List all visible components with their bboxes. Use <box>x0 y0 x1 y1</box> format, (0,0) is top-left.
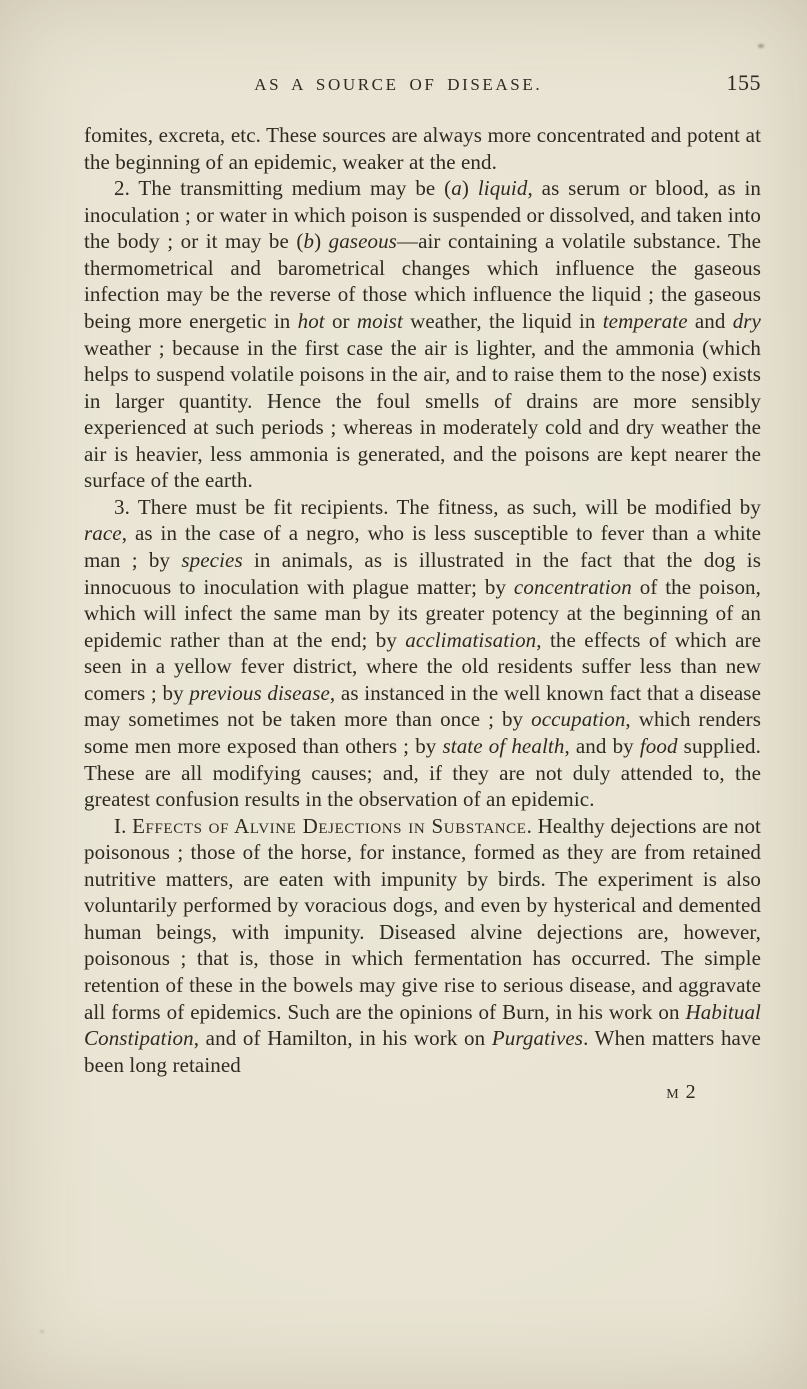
text-run: I. <box>114 813 133 838</box>
text-run: of the poison, which will infect the same man by its greater potency at the beginning of an epidemic rather than at the end; by <box>84 574 762 652</box>
ink-speck <box>40 1330 44 1333</box>
text-run: 3. There must be fit recipients. The fitness, as such, will be modified by <box>114 494 761 519</box>
italic-text-run: food <box>639 733 678 758</box>
text-run: , as in the case of a negro, who is less susceptible to fever than a white man ; by <box>84 521 761 572</box>
text-run: , as instanced in the well known fact that a disease may sometimes not be taken more than once ; by <box>84 680 761 732</box>
italic-text-run: liquid <box>477 176 528 201</box>
italic-text-run: dry <box>732 308 761 333</box>
text-run: or <box>324 308 357 333</box>
text-run: . When matters have been long retained <box>84 1026 761 1077</box>
ink-speck <box>758 44 764 48</box>
text-run: in animals, as is illustrated in the fact that the dog is innocuous to inoculation with plague matter; by <box>84 548 762 599</box>
italic-text-run: race <box>84 521 122 546</box>
text-run: , as serum or blood, as in inoculation ; or water in which poison is suspended or dissolved, and taken into the body ; or it may be ( <box>84 176 761 254</box>
italic-text-run: Purgatives <box>491 1026 584 1051</box>
paragraph-fit-recipients <box>84 494 761 813</box>
italic-text-run: previous disease <box>189 680 330 705</box>
italic-text-run: gaseous <box>328 229 397 254</box>
italic-text-run: Habitual Constipation <box>84 999 761 1051</box>
italic-text-run: species <box>181 548 243 572</box>
text-run: , and of Hamilton, in his work on <box>193 1026 492 1051</box>
text-run: and <box>687 308 733 333</box>
text-run: weather ; because in the first case the air is lighter, and the ammonia (which helps to suspend volatile poisons in the air, and to raise them to the nose) exists in larger quantity. Hence the foul smells of drains are more sensibly experienced at such periods ; whereas in moderately cold and dry weather the air is heavier, less ammonia is generated, and the poisons are kept nearer the surface of the earth. <box>84 335 761 493</box>
italic-text-run: occupation <box>531 707 626 732</box>
text-run: —air containing a volatile substance. The thermometrical and barometrical changes which influence the gaseous infection may be the reverse of those which influence the liquid ; the gaseous being more energetic in <box>84 229 761 333</box>
italic-text-run: concentration <box>513 574 632 599</box>
text-run: . Healthy dejections are not poisonous ; those of the horse, for instance, formed as they are from retained nutritive matters, are eaten with impunity by birds. The experiment is also voluntarily performed by voracious dogs, and even by hysterical and demented human beings, with impunity. Diseased alvine dejections are, however, poisonous ; that is, those in which fermentation has occurred. The simple retention of these in the bowels may give rise to serious disease, and aggravate all forms of epidemics. Such are the opinions of Burn, in his work on <box>84 813 761 1024</box>
signature-row <box>84 1081 761 1104</box>
smallcaps-text-run: Effects of Alvine Dejections in Substance <box>132 813 527 838</box>
italic-text-run: a <box>451 176 462 201</box>
text-run: 2. The transmitting medium may be ( <box>114 176 452 201</box>
running-header-title: AS A SOURCE OF DISEASE. <box>254 75 543 94</box>
text-run: ) <box>461 176 478 201</box>
italic-text-run: acclimatisation <box>405 627 537 652</box>
signature-mark: m 2 <box>666 1081 697 1104</box>
text-run: , the effects of which are seen in a yellow fever district, where the old residents suffer less than new comers ; by <box>84 627 761 705</box>
page-body <box>84 122 761 1078</box>
paragraph-alvine-dejections <box>84 813 761 1079</box>
paragraph-continuation <box>84 122 761 175</box>
italic-text-run: hot <box>297 308 325 333</box>
text-run: fomites, excreta, etc. These sources are always more concentrated and potent at the beginning of an epidemic, weaker at the end. <box>84 123 761 174</box>
paragraph-transmitting-medium <box>84 175 761 494</box>
italic-text-run: temperate <box>602 308 688 333</box>
text-run: weather, the liquid in <box>402 308 603 333</box>
page-number: 155 <box>726 70 761 95</box>
running-header-row <box>84 70 761 96</box>
italic-text-run: state of health <box>442 733 565 758</box>
italic-text-run: b <box>303 229 315 254</box>
text-run: , and by <box>564 733 640 758</box>
text-run: , which renders some men more exposed than others ; by <box>84 707 761 758</box>
text-run: ) <box>314 229 329 254</box>
text-run: supplied. These are all modifying causes; and, if they are not duly attended to, the greatest confusion results in the observation of an epidemic. <box>84 733 761 812</box>
italic-text-run: moist <box>356 308 403 333</box>
